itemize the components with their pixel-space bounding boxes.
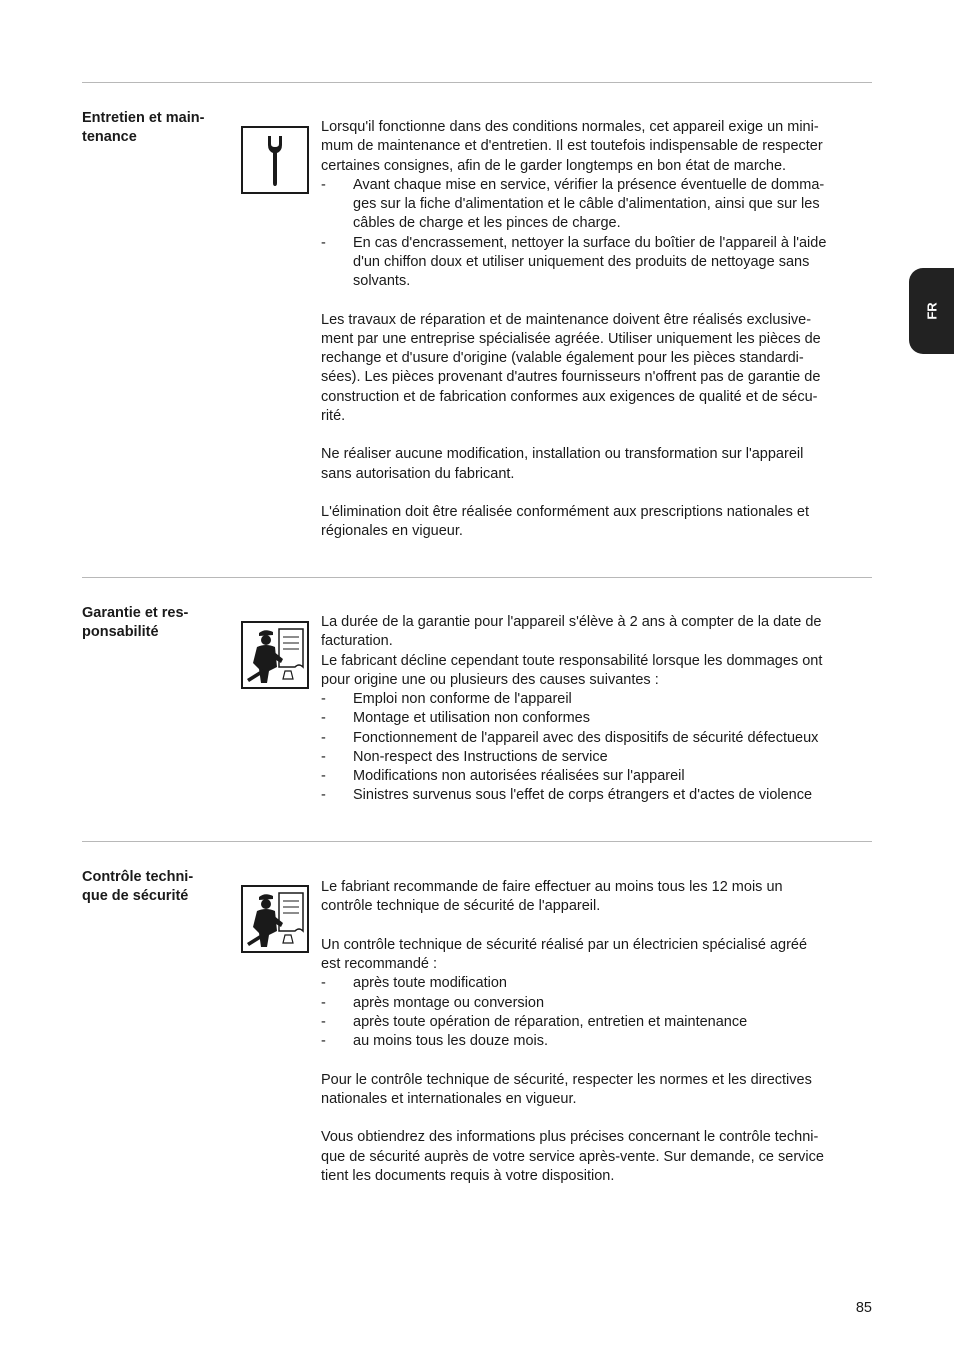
- text-line: mum de maintenance et d'entretien. Il est toutefois indispensable de respecter: [321, 138, 823, 155]
- text-line: Ne réaliser aucune modification, installation ou transformation sur l'appareil: [321, 446, 804, 463]
- text-line: après toute opération de réparation, entretien et maintenance: [353, 1013, 748, 1030]
- list-dash: -: [321, 691, 326, 707]
- list-item: [321, 234, 872, 292]
- list-dash: -: [321, 748, 326, 765]
- list-item: [321, 176, 872, 234]
- list-dash: -: [321, 710, 326, 727]
- list-dash: -: [321, 994, 326, 1011]
- text-line: ment par une entreprise spécialisée agréée. Utiliser uniquement les pièces de: [321, 330, 821, 347]
- page-number: 85: [855, 1300, 872, 1316]
- section-title-safety-inspection: [82, 868, 232, 906]
- text-line: pour origine une ou plusieurs des causes suivantes :: [321, 671, 659, 688]
- list-dash: -: [321, 234, 326, 251]
- list-item: [321, 994, 872, 1013]
- text-line: Un contrôle technique de sécurité réalisé par un électricien spécialisé agréé: [321, 936, 808, 953]
- text-line: Avant chaque mise en service, vérifier la présence éventuelle de domma-: [353, 176, 825, 193]
- text-line: sans autorisation du fabricant.: [321, 465, 515, 482]
- text-line: régionales en vigueur.: [321, 523, 463, 540]
- language-tab-label: FR: [924, 302, 939, 320]
- list-item: [321, 709, 872, 728]
- title-line: Entretien et main-: [82, 110, 205, 126]
- text-line: contrôle technique de sécurité de l'appareil.: [321, 898, 601, 915]
- text-line: construction et de fabrication conformes aux exigences de qualité et de sécu-: [321, 388, 818, 405]
- text-line: facturation.: [321, 633, 393, 650]
- list-item: [321, 748, 872, 767]
- text-line: d'un chiffon doux et utiliser uniquement des produits de nettoyage sans: [353, 253, 810, 270]
- section-title-maintenance: [82, 109, 232, 147]
- list-item: [321, 1013, 872, 1032]
- text-line: tient les documents requis à votre disposition.: [321, 1167, 615, 1184]
- text-line: Vous obtiendrez des informations plus précises concernant le contrôle techni-: [321, 1129, 819, 1146]
- title-line: Garantie et res-: [82, 605, 189, 621]
- text-line: Emploi non conforme de l'appareil: [353, 691, 572, 707]
- text-line: Les travaux de réparation et de maintenance doivent être réalisés exclusive-: [321, 311, 812, 328]
- section-divider: [82, 577, 872, 578]
- section-divider: [82, 841, 872, 842]
- text-line: nationales et internationales en vigueur.: [321, 1090, 577, 1107]
- text-line: En cas d'encrassement, nettoyer la surface du boîtier de l'appareil à l'aide: [353, 234, 827, 251]
- text-line: que de sécurité auprès de votre service après-vente. Sur demande, ce service: [321, 1148, 824, 1165]
- section-title-warranty: [82, 604, 232, 642]
- text-line: Le fabricant décline cependant toute responsabilité lorsque les dommages ont: [321, 652, 823, 669]
- title-line: que de sécurité: [82, 888, 189, 905]
- list-dash: -: [321, 975, 326, 992]
- text-line: Non-respect des Instructions de service: [353, 748, 608, 765]
- title-line: ponsabilité: [82, 624, 159, 641]
- text-line: Le fabriant recommande de faire effectuer au moins tous les 12 mois un: [321, 879, 783, 895]
- text-line: Lorsqu'il fonctionne dans des conditions normales, cet appareil exige un mini-: [321, 119, 819, 135]
- text-line: après montage ou conversion: [353, 994, 545, 1011]
- list-dash: -: [321, 729, 326, 746]
- text-line: ges sur la fiche d'alimentation et le câble d'alimentation, ainsi que sur les: [353, 196, 820, 212]
- text-line: L'élimination doit être réalisée conformément aux prescriptions nationales et: [321, 504, 809, 520]
- language-tab: [909, 268, 954, 354]
- text-line: sées). Les pièces provenant d'autres fournisseurs n'offrent pas de garantie de: [321, 369, 821, 386]
- list-item: [321, 786, 872, 805]
- text-line: Montage et utilisation non conformes: [353, 710, 590, 727]
- title-line: tenance: [82, 129, 137, 146]
- text-line: rechange et d'usure d'origine (valable également pour les pièces standardi-: [321, 350, 804, 366]
- title-line: Contrôle techni-: [82, 869, 194, 885]
- list-item: [321, 767, 872, 786]
- wrench-icon: [241, 126, 309, 194]
- text-line: Fonctionnement de l'appareil avec des dispositifs de sécurité défectueux: [353, 729, 819, 746]
- text-line: Modifications non autorisées réalisées sur l'appareil: [353, 768, 685, 784]
- list-dash: -: [321, 1033, 326, 1049]
- text-line: est recommandé :: [321, 956, 438, 972]
- section-body-warranty: [321, 613, 872, 806]
- list-dash: -: [321, 768, 326, 784]
- text-line: certaines consignes, afin de le garder longtemps en bon état de marche.: [321, 157, 787, 174]
- list-dash: -: [321, 1013, 326, 1030]
- list-dash: -: [321, 176, 326, 193]
- text-line: La durée de la garantie pour l'appareil s'élève à 2 ans à compter de la date de: [321, 614, 822, 630]
- list-item: [321, 1032, 872, 1051]
- text-line: Sinistres survenus sous l'effet de corps étrangers et d'actes de violence: [353, 787, 813, 804]
- text-line: Pour le contrôle technique de sécurité, respecter les normes et les directives: [321, 1071, 812, 1088]
- list-item: [321, 974, 872, 993]
- section-divider: [82, 82, 872, 83]
- list-dash: -: [321, 787, 326, 804]
- list-item: [321, 690, 872, 709]
- text-line: après toute modification: [353, 975, 507, 992]
- text-line: solvants.: [353, 273, 411, 289]
- text-line: au moins tous les douze mois.: [353, 1033, 549, 1049]
- section-body-safety-inspection: [321, 878, 872, 1186]
- technician-icon: [241, 621, 309, 689]
- text-line: rité.: [321, 407, 346, 424]
- list-item: [321, 729, 872, 748]
- section-body-maintenance: [321, 118, 872, 542]
- text-line: câbles de charge et les pinces de charge.: [353, 215, 621, 232]
- technician-icon: [241, 885, 309, 953]
